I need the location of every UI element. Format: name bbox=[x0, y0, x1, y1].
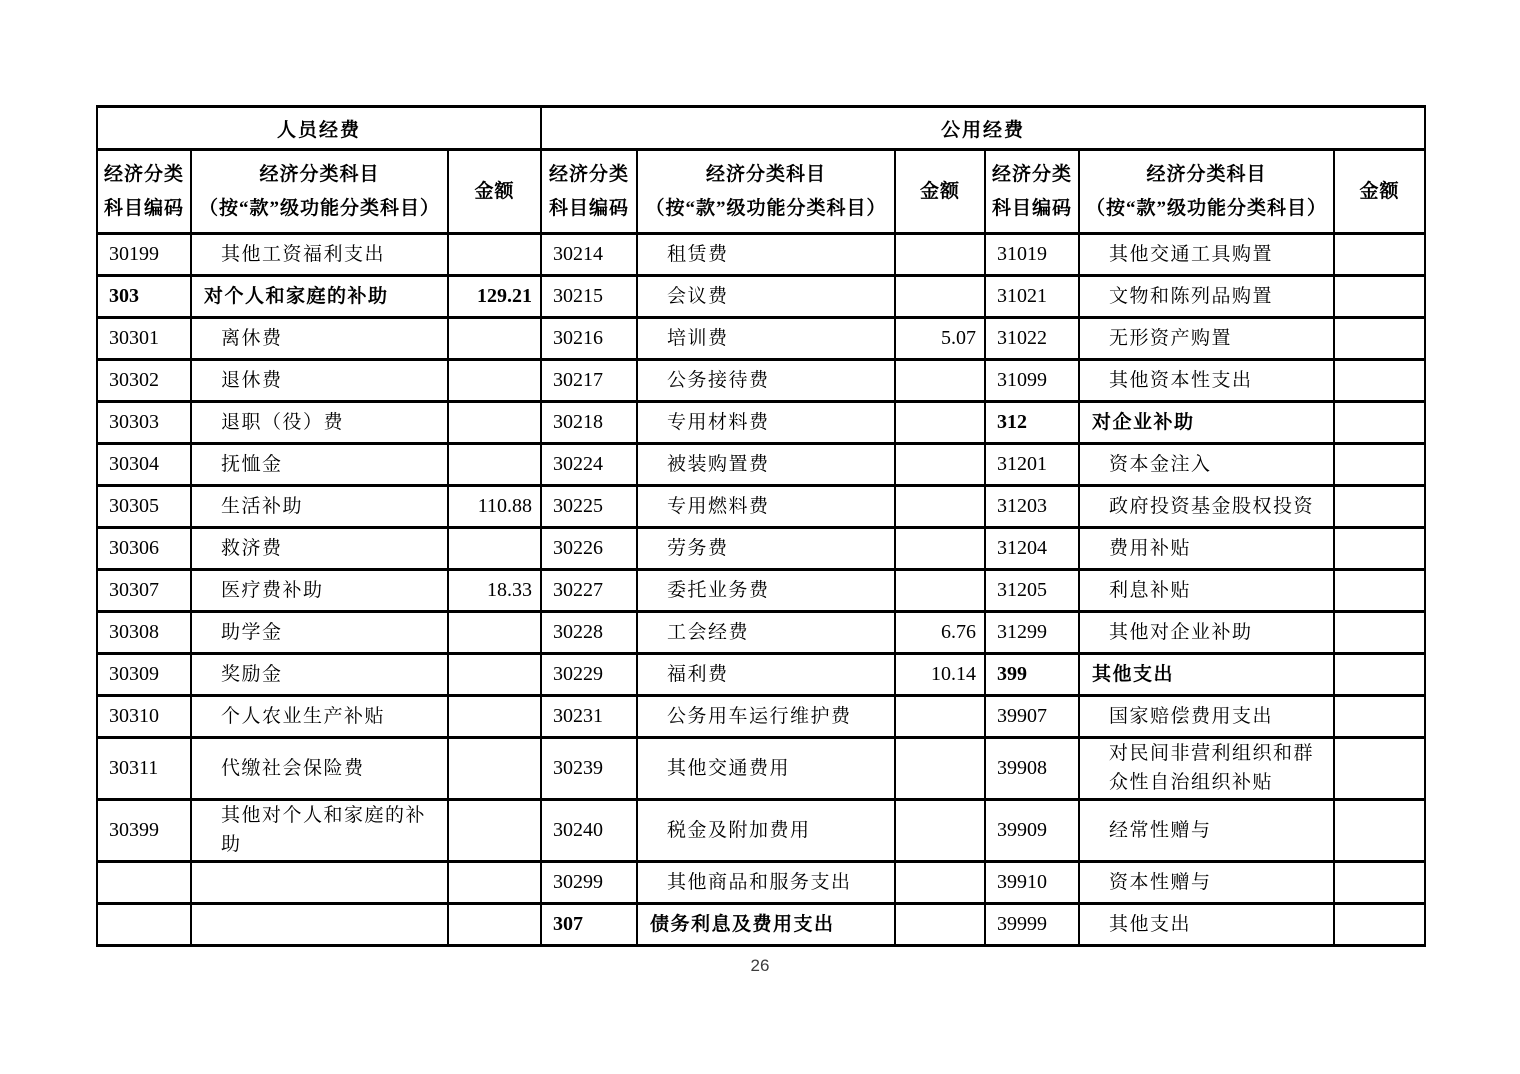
code-cell: 39909 bbox=[985, 799, 1079, 861]
code-cell: 30308 bbox=[97, 612, 191, 654]
amount-cell bbox=[895, 276, 985, 318]
code-cell: 30216 bbox=[541, 318, 637, 360]
column-header-amount: 金额 bbox=[448, 150, 541, 234]
amount-cell bbox=[1334, 276, 1425, 318]
code-cell: 31205 bbox=[985, 570, 1079, 612]
code-cell: 31021 bbox=[985, 276, 1079, 318]
column-header-code bbox=[985, 150, 1079, 234]
code-cell: 30199 bbox=[97, 234, 191, 276]
amount-cell bbox=[895, 861, 985, 903]
subject-cell: 其他支出 bbox=[1079, 903, 1334, 945]
code-cell: 30240 bbox=[541, 799, 637, 861]
column-header-subject bbox=[191, 150, 448, 234]
table-row bbox=[97, 654, 1425, 696]
code-cell: 39910 bbox=[985, 861, 1079, 903]
code-cell: 39999 bbox=[985, 903, 1079, 945]
amount-cell bbox=[448, 799, 541, 861]
code-cell: 30399 bbox=[97, 799, 191, 861]
amount-cell bbox=[448, 234, 541, 276]
table-row bbox=[97, 861, 1425, 903]
table-row bbox=[97, 234, 1425, 276]
column-header-subject-line2: （按“款”级功能分类科目） bbox=[198, 197, 440, 219]
table-row bbox=[97, 738, 1425, 800]
amount-cell bbox=[1334, 570, 1425, 612]
code-cell: 31299 bbox=[985, 612, 1079, 654]
amount-cell bbox=[1334, 654, 1425, 696]
code-cell: 30224 bbox=[541, 444, 637, 486]
code-cell: 307 bbox=[541, 903, 637, 945]
amount-cell bbox=[448, 696, 541, 738]
subject-cell: 文物和陈列品购置 bbox=[1079, 276, 1334, 318]
amount-cell bbox=[1334, 318, 1425, 360]
amount-cell bbox=[895, 903, 985, 945]
subject-cell: 奖励金 bbox=[191, 654, 448, 696]
amount-cell bbox=[895, 360, 985, 402]
subject-cell: 其他支出 bbox=[1079, 654, 1334, 696]
column-header-code bbox=[541, 150, 637, 234]
code-cell: 30311 bbox=[97, 738, 191, 800]
amount-cell bbox=[1334, 528, 1425, 570]
subject-cell: 其他交通工具购置 bbox=[1079, 234, 1334, 276]
subject-cell: 其他商品和服务支出 bbox=[637, 861, 895, 903]
code-cell: 30231 bbox=[541, 696, 637, 738]
subject-cell: 利息补贴 bbox=[1079, 570, 1334, 612]
column-header-amount: 金额 bbox=[1334, 150, 1425, 234]
subject-cell: 生活补助 bbox=[191, 486, 448, 528]
table-row bbox=[97, 402, 1425, 444]
amount-cell: 129.21 bbox=[448, 276, 541, 318]
subject-cell: 资本性赠与 bbox=[1079, 861, 1334, 903]
amount-cell bbox=[895, 570, 985, 612]
amount-cell: 10.14 bbox=[895, 654, 985, 696]
table-row bbox=[97, 612, 1425, 654]
subject-cell: 对个人和家庭的补助 bbox=[191, 276, 448, 318]
column-header-code-line1: 经济分类 bbox=[991, 164, 1072, 186]
subject-cell: 对企业补助 bbox=[1079, 402, 1334, 444]
code-cell: 30307 bbox=[97, 570, 191, 612]
subject-cell: 劳务费 bbox=[637, 528, 895, 570]
column-header-subject bbox=[637, 150, 895, 234]
subject-cell: 委托业务费 bbox=[637, 570, 895, 612]
subject-cell: 专用燃料费 bbox=[637, 486, 895, 528]
subject-cell: 其他对企业补助 bbox=[1079, 612, 1334, 654]
amount-cell bbox=[1334, 861, 1425, 903]
budget-table-container bbox=[96, 105, 1426, 947]
column-header-row bbox=[97, 150, 1425, 234]
subject-cell: 培训费 bbox=[637, 318, 895, 360]
code-cell: 31099 bbox=[985, 360, 1079, 402]
subject-cell: 其他工资福利支出 bbox=[191, 234, 448, 276]
amount-cell bbox=[448, 360, 541, 402]
subject-cell: 税金及附加费用 bbox=[637, 799, 895, 861]
subject-cell: 债务利息及费用支出 bbox=[637, 903, 895, 945]
code-cell: 30305 bbox=[97, 486, 191, 528]
code-cell: 39908 bbox=[985, 738, 1079, 800]
subject-cell: 救济费 bbox=[191, 528, 448, 570]
subject-cell: 其他交通费用 bbox=[637, 738, 895, 800]
subject-cell: 会议费 bbox=[637, 276, 895, 318]
subject-cell: 其他资本性支出 bbox=[1079, 360, 1334, 402]
code-cell: 39907 bbox=[985, 696, 1079, 738]
subject-cell: 其他对个人和家庭的补助 bbox=[191, 799, 448, 861]
amount-cell bbox=[1334, 696, 1425, 738]
amount-cell bbox=[895, 738, 985, 800]
amount-cell bbox=[1334, 738, 1425, 800]
amount-cell: 6.76 bbox=[895, 612, 985, 654]
amount-cell: 110.88 bbox=[448, 486, 541, 528]
subject-cell: 费用补贴 bbox=[1079, 528, 1334, 570]
amount-cell bbox=[448, 612, 541, 654]
code-cell: 30310 bbox=[97, 696, 191, 738]
code-cell: 30239 bbox=[541, 738, 637, 800]
table-row bbox=[97, 318, 1425, 360]
subject-cell: 退职（役）费 bbox=[191, 402, 448, 444]
code-cell: 30214 bbox=[541, 234, 637, 276]
code-cell: 30228 bbox=[541, 612, 637, 654]
amount-cell bbox=[448, 654, 541, 696]
table-row bbox=[97, 570, 1425, 612]
subject-cell: 抚恤金 bbox=[191, 444, 448, 486]
amount-cell bbox=[895, 486, 985, 528]
subject-cell: 专用材料费 bbox=[637, 402, 895, 444]
amount-cell bbox=[895, 528, 985, 570]
subject-cell: 工会经费 bbox=[637, 612, 895, 654]
table-row bbox=[97, 696, 1425, 738]
amount-cell bbox=[448, 402, 541, 444]
table-row bbox=[97, 444, 1425, 486]
table-row bbox=[97, 276, 1425, 318]
subject-cell bbox=[191, 861, 448, 903]
amount-cell bbox=[1334, 799, 1425, 861]
code-cell: 30301 bbox=[97, 318, 191, 360]
code-cell: 30306 bbox=[97, 528, 191, 570]
amount-cell bbox=[1334, 234, 1425, 276]
code-cell: 31019 bbox=[985, 234, 1079, 276]
subject-cell: 公务用车运行维护费 bbox=[637, 696, 895, 738]
code-cell: 31204 bbox=[985, 528, 1079, 570]
amount-cell bbox=[895, 444, 985, 486]
code-cell: 30218 bbox=[541, 402, 637, 444]
amount-cell bbox=[1334, 486, 1425, 528]
page-number: 26 bbox=[750, 956, 770, 975]
subject-cell: 国家赔偿费用支出 bbox=[1079, 696, 1334, 738]
column-header-code-line2: 科目编码 bbox=[991, 197, 1072, 219]
amount-cell: 5.07 bbox=[895, 318, 985, 360]
subject-cell: 医疗费补助 bbox=[191, 570, 448, 612]
table-row bbox=[97, 799, 1425, 861]
code-cell: 30309 bbox=[97, 654, 191, 696]
subject-cell: 租赁费 bbox=[637, 234, 895, 276]
amount-cell bbox=[895, 402, 985, 444]
code-cell: 30304 bbox=[97, 444, 191, 486]
group-header-row bbox=[97, 107, 1425, 150]
subject-cell: 助学金 bbox=[191, 612, 448, 654]
column-header-code-line2: 科目编码 bbox=[548, 197, 629, 219]
code-cell: 399 bbox=[985, 654, 1079, 696]
code-cell: 31022 bbox=[985, 318, 1079, 360]
code-cell: 312 bbox=[985, 402, 1079, 444]
code-cell: 30229 bbox=[541, 654, 637, 696]
amount-cell bbox=[448, 738, 541, 800]
amount-cell bbox=[1334, 903, 1425, 945]
code-cell: 303 bbox=[97, 276, 191, 318]
amount-cell bbox=[1334, 360, 1425, 402]
code-cell: 30303 bbox=[97, 402, 191, 444]
amount-cell bbox=[448, 903, 541, 945]
table-row bbox=[97, 903, 1425, 945]
code-cell: 30225 bbox=[541, 486, 637, 528]
subject-cell: 公务接待费 bbox=[637, 360, 895, 402]
budget-table bbox=[96, 105, 1426, 947]
column-header-subject-line2: （按“款”级功能分类科目） bbox=[1085, 197, 1327, 219]
amount-cell bbox=[448, 528, 541, 570]
subject-cell: 对民间非营利组织和群众性自治组织补贴 bbox=[1079, 738, 1334, 800]
group-header-public-funds: 公用经费 bbox=[541, 107, 1425, 150]
subject-cell: 资本金注入 bbox=[1079, 444, 1334, 486]
subject-cell: 代缴社会保险费 bbox=[191, 738, 448, 800]
subject-cell bbox=[191, 903, 448, 945]
column-header-code-line1: 经济分类 bbox=[103, 164, 184, 186]
amount-cell bbox=[895, 799, 985, 861]
amount-cell bbox=[1334, 402, 1425, 444]
code-cell bbox=[97, 861, 191, 903]
amount-cell bbox=[895, 234, 985, 276]
subject-cell: 无形资产购置 bbox=[1079, 318, 1334, 360]
column-header-subject-line1: 经济分类科目 bbox=[705, 164, 826, 186]
amount-cell bbox=[448, 318, 541, 360]
column-header-subject-line2: （按“款”级功能分类科目） bbox=[645, 197, 887, 219]
subject-cell: 福利费 bbox=[637, 654, 895, 696]
amount-cell bbox=[1334, 612, 1425, 654]
amount-cell bbox=[448, 444, 541, 486]
code-cell: 31201 bbox=[985, 444, 1079, 486]
amount-cell bbox=[448, 861, 541, 903]
amount-cell bbox=[895, 696, 985, 738]
column-header-subject-line1: 经济分类科目 bbox=[259, 164, 380, 186]
column-header-code bbox=[97, 150, 191, 234]
group-header-personnel-funds: 人员经费 bbox=[97, 107, 541, 150]
amount-cell: 18.33 bbox=[448, 570, 541, 612]
amount-cell bbox=[1334, 444, 1425, 486]
code-cell: 30215 bbox=[541, 276, 637, 318]
code-cell: 30302 bbox=[97, 360, 191, 402]
table-row bbox=[97, 528, 1425, 570]
code-cell: 30217 bbox=[541, 360, 637, 402]
code-cell: 30227 bbox=[541, 570, 637, 612]
subject-cell: 离休费 bbox=[191, 318, 448, 360]
code-cell: 30299 bbox=[541, 861, 637, 903]
column-header-subject bbox=[1079, 150, 1334, 234]
subject-cell: 个人农业生产补贴 bbox=[191, 696, 448, 738]
code-cell: 30226 bbox=[541, 528, 637, 570]
code-cell bbox=[97, 903, 191, 945]
subject-cell: 退休费 bbox=[191, 360, 448, 402]
code-cell: 31203 bbox=[985, 486, 1079, 528]
subject-cell: 被装购置费 bbox=[637, 444, 895, 486]
column-header-amount: 金额 bbox=[895, 150, 985, 234]
column-header-subject-line1: 经济分类科目 bbox=[1146, 164, 1267, 186]
subject-cell: 经常性赠与 bbox=[1079, 799, 1334, 861]
subject-cell: 政府投资基金股权投资 bbox=[1079, 486, 1334, 528]
table-row bbox=[97, 486, 1425, 528]
column-header-code-line2: 科目编码 bbox=[103, 197, 184, 219]
table-row bbox=[97, 360, 1425, 402]
column-header-code-line1: 经济分类 bbox=[548, 164, 629, 186]
